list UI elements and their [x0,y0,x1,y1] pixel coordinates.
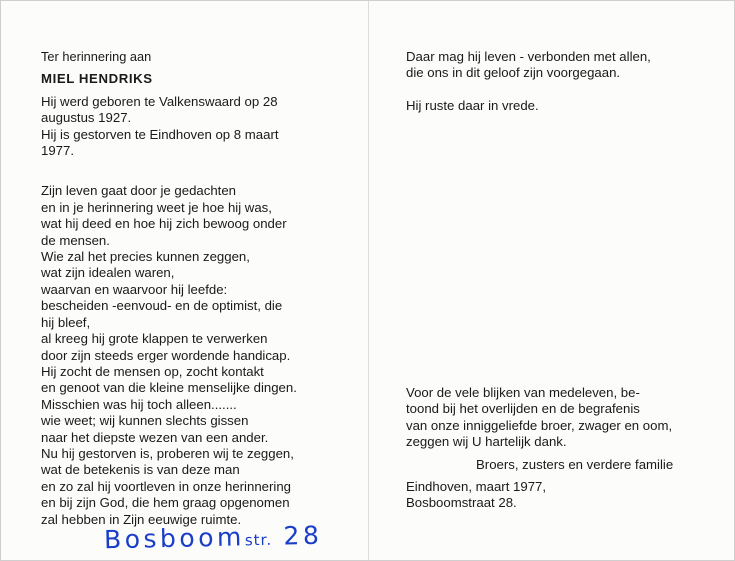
poem-line: wie weet; wij kunnen slechts gissen [41,413,249,429]
place-date: Eindhoven, maart 1977, [406,479,547,495]
thanks-line: toond bij het overlijden en de begrafenis [406,401,640,417]
spacer [41,175,341,183]
thanks-line: Voor de vele blijken van medeleven, be- [406,385,640,400]
poem-line: wat hij deed en hoe hij zich bewoog onder [41,216,287,232]
poem-line: de mensen. [41,232,110,248]
poem-line: Nu hij gestorven is, proberen wij te zeggen, [41,445,294,461]
poem-line: wat zijn idealen waren, [41,265,175,281]
handwritten-street-abbrev: str. [244,530,273,550]
poem-line: en bij zijn God, die hem graag opgenomen [41,495,290,511]
poem-line: en zo zal hij voortleven in onze herinnering [41,478,291,494]
thanks-line: van onze inniggeliefde broer, zwager en oom, [406,417,673,433]
card-fold [368,1,369,560]
poem [41,183,341,528]
birth-line-1: Hij werd geboren te Valkenswaard op 28 [41,93,278,109]
family-signature: Broers, zusters en verdere familie [476,456,674,472]
rest-in-peace: Hij ruste daar in vrede. [406,97,539,113]
handwritten-street: Bosboom [103,522,246,555]
verse-line-1: Daar mag hij leven - verbonden met allen, [406,49,651,64]
thanks-section [406,385,716,512]
poem-line: al kreeg hij grote klappen te verwerken [41,331,268,347]
deceased-name: MIEL HENDRIKS [41,71,153,87]
handwritten-address [104,521,323,555]
poem-line: hij bleef, [41,314,91,330]
poem-line: waarvan en waarvoor hij leefde: [41,281,228,297]
intro-line: Ter herinnering aan [41,49,152,64]
spacer [41,159,341,175]
left-panel [41,49,341,528]
poem-line: Wie zal het precies kunnen zeggen, [41,249,250,265]
poem-line: Misschien was hij toch alleen....... [41,396,237,412]
death-line-2: 1977. [41,143,75,159]
verse-line-2: die ons in dit geloof zijn voorgegaan. [406,65,621,81]
poem-line: zal hebben in Zijn eeuwige ruimte. [41,511,242,527]
right-panel [406,49,706,114]
poem-line: door zijn steeds erger wordende handicap. [41,347,291,363]
poem-line: Zijn leven gaat door je gedachten [41,183,237,199]
spacer [406,82,706,98]
address: Bosboomstraat 28. [406,495,517,511]
death-line-1: Hij is gestorven te Eindhoven op 8 maart [41,126,279,142]
poem-line: wat de betekenis is van deze man [41,462,240,478]
birth-line-2: augustus 1927. [41,110,132,126]
handwritten-number: 28 [283,520,323,551]
poem-line: en genoot van die kleine menselijke dingen. [41,380,297,396]
poem-line: bescheiden -eenvoud- en de optimist, die [41,298,283,314]
poem-line: Hij zocht de mensen op, zocht kontakt [41,363,264,379]
poem-line: en in je herinnering weet je hoe hij was, [41,199,272,215]
poem-line: naar het diepste wezen van een ander. [41,429,269,445]
thanks-line: zeggen wij U hartelijk dank. [406,434,567,450]
